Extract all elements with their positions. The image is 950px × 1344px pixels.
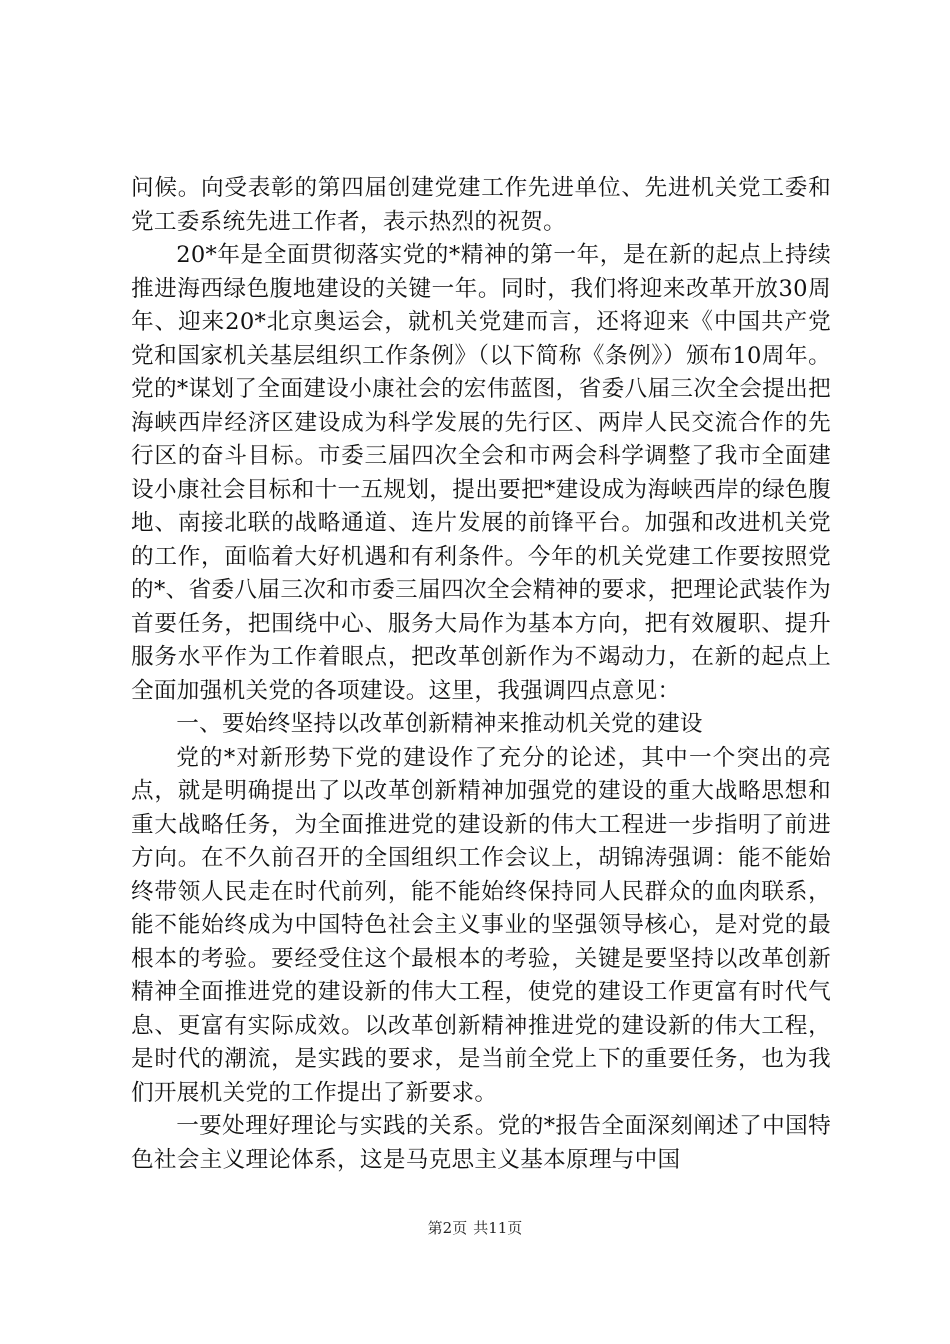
paragraph-theory-practice: 一要处理好理论与实践的关系。党的*报告全面深刻阐述了中国特色社会主义理论体系，这是马克思主义基本原理与中国 (131, 1113, 831, 1173)
page-number: 第2页 (427, 1219, 468, 1237)
paragraph-overview: 20*年是全面贯彻落实党的*精神的第一年，是在新的起点上持续推进海西绿色腹地建设的关键一年。同时，我们将迎来改革开放30周年、迎来20*北京奥运会，就机关党建而言，还将迎来《中国共产党党和国家机关基层组织工作条例》（以下简称《条例》）颁布10周年。党的*谋划了全面建设小康社会的宏伟蓝图，省委八届三次全会提出把海峡西岸经济区建设成为科学发展的先行区、两岸人民交流合作的先行区的奋斗目标。市委三届四次全会和市两会科学调整了我市全面建设小康社会目标和十一五规划，提出要把*建设成为海峡西岸的绿色腹地、南接北联的战略通道、连片发展的前锋平台。加强和改进机关党的工作，面临着大好机遇和有利条件。今年的机关党建工作要按照党的*、省委八届三次和市委三届四次全会精神的要求，把理论武装作为首要任务，把围绕中心、服务大局作为基本方向，把有效履职、提升服务水平作为工作着眼点，把改革创新作为不竭动力，在新的起点上全面加强机关党的各项建设。这里，我强调四点意见： (131, 242, 831, 704)
page-footer (0, 1218, 950, 1238)
section-heading: 一、要始终坚持以改革创新精神来推动机关党的建设 (176, 711, 703, 737)
document-body (131, 172, 831, 1177)
paragraph-reform-innovation: 党的*对新形势下党的建设作了充分的论述，其中一个突出的亮点，就是明确提出了以改革创新精神加强党的建设的重大战略思想和重大战略任务，为全面推进党的建设新的伟大工程进一步指明了前进方向。在不久前召开的全国组织工作会议上，胡锦涛强调：能不能始终带领人民走在时代前列，能不能始终保持同人民群众的血肉联系，能不能始终成为中国特色社会主义事业的坚强领导核心，是对党的最根本的考验。要经受住这个最根本的考验，关键是要坚持以改革创新精神全面推进党的建设新的伟大工程，使党的建设工作更富有时代气息、更富有实际成效。以改革创新精神推进党的建设新的伟大工程，是时代的潮流，是实践的要求，是当前全党上下的重要任务，也为我们开展机关党的工作提出了新要求。 (131, 744, 831, 1106)
paragraph-continuation: 问候。向受表彰的第四届创建党建工作先进单位、先进机关党工委和党工委系统先进工作者，表示热烈的祝贺。 (131, 175, 831, 235)
page-total: 共11页 (473, 1219, 523, 1237)
